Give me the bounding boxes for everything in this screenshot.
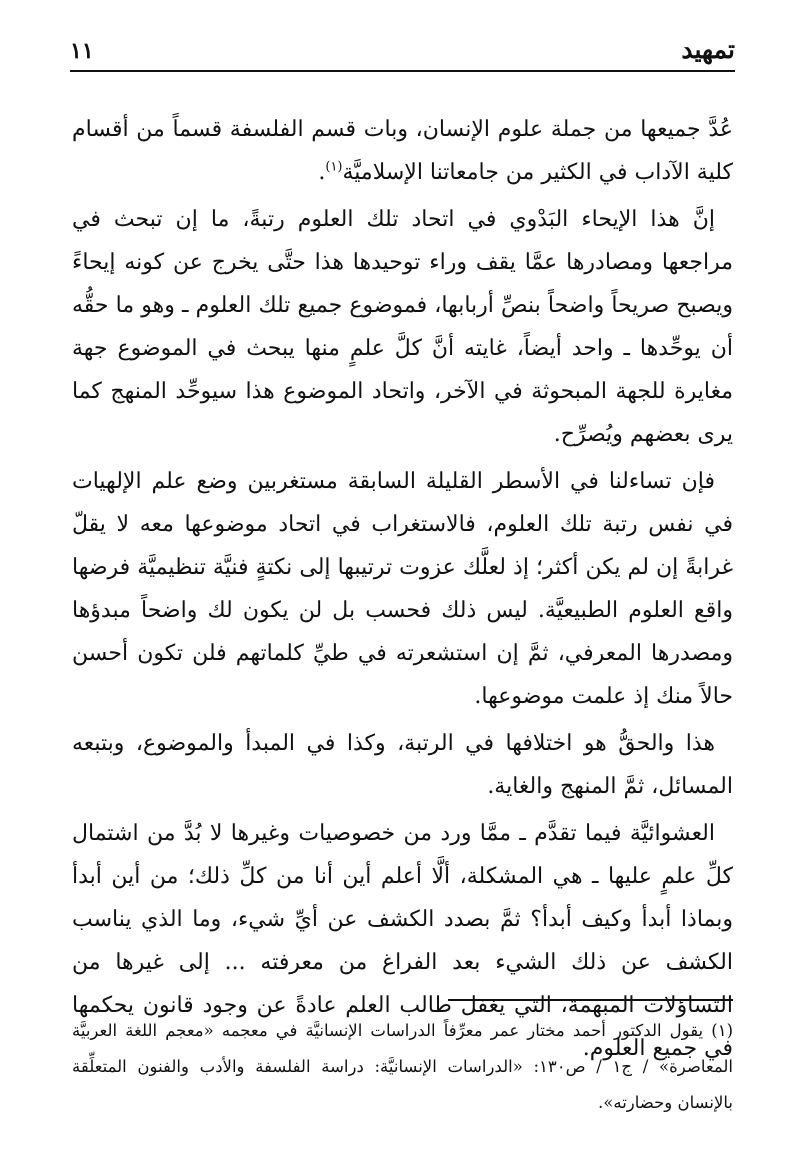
running-header — [70, 26, 735, 72]
paragraph-2: إنَّ هذا الإيحاء البَدْوي في اتحاد تلك العلوم رتبةً، ما إن تبحث في مراجعها ومصادرها عمَّا يقف وراء توحيدها هذا حتَّى يخرج عن كونه إيحاءً ويصبح صريحاً واضحاً بنصِّ أربابها، فموضوع جميع تلك العلوم ـ وهو ما حقُّه أن يوحِّدها ـ واحد أيضاً، غايته أنَّ كلَّ علمٍ منها يبحث في الموضوع جهة مغايرة للجهة المبحوثة في الآخر، واتحاد الموضوع هذا سيوحِّد المنهج كما يرى بعضهم ويُصرِّح. — [72, 207, 733, 447]
paragraph-5: العشوائيَّة فيما تقدَّم ـ ممَّا ورد من خصوصيات وغيرها لا بُدَّ من اشتمال كلِّ علمٍ عليها ـ هي المشكلة، ألَّا أعلم أين أنا من كلِّ ذلك؛ من أين أبدأ وبماذا أبدأ وكيف أبدأ؟ ثمَّ بصدد الكشف عن أيِّ شيء، وما الذي يناسب الكشف عن ذلك الشيء بعد الفراغ من معرفته ... إلى غيرها من التساؤلات المبهمة، التي يغفل طالب العلم عادةً عن وجود قانون يحكمها في جميع العلوم. — [72, 821, 733, 1061]
paragraph-4: هذا والحقُّ هو اختلافها في الرتبة، وكذا في المبدأ والموضوع، وبتبعه المسائل، ثمَّ المنهج والغاية. — [72, 731, 733, 799]
footnote — [72, 1013, 733, 1121]
paragraph-1-end: . — [318, 160, 326, 185]
paragraph-3: فإن تساءلنا في الأسطر القليلة السابقة مستغربين وضع علم الإلهيات في نفس رتبة تلك العلوم، فالاستغراب في اتحاد موضوعها معه لا يقلّ غرابةً إن لم يكن أكثر؛ إذ لعلَّك عزوت ترتيبها إلى نكتةٍ فنيَّة تنظيميَّة فرضها واقع العلوم الطبيعيَّة. ليس ذلك فحسب بل لن يكون لك واضحاً مبدؤها ومصدرها المعرفي، ثمَّ إن استشعرته في طيِّ كلماتهم فلن تكون أحسن حالاً منك إذ علمت موضوعها. — [72, 469, 733, 709]
paragraph-1 — [72, 108, 733, 194]
footnote-separator — [448, 999, 733, 1001]
footnote-1: (١) يقول الدكتور أحمد مختار عمر معرِّفاً الدراسات الإنسانيَّة في معجمه «معجم اللغة العربيَّة المعاصرة» / ج١ / ص١٣٠: «الدراسات الإنسانيَّة: دراسة الفلسفة والأدب والفنون المتعلِّقة بالإنسان وحضارته». — [72, 1021, 733, 1112]
main-text — [72, 108, 733, 1074]
paragraph-1-text: عُدَّ جميعها من جملة علوم الإنسان، وبات قسم الفلسفة قسماً من أقسام كلية الآداب في الكثير من جامعاتنا الإسلاميَّة — [72, 117, 733, 185]
footnote-reference[interactable]: (١) — [325, 159, 343, 175]
page-number: ١١ — [70, 38, 94, 64]
chapter-title: تمهيد — [681, 35, 735, 64]
